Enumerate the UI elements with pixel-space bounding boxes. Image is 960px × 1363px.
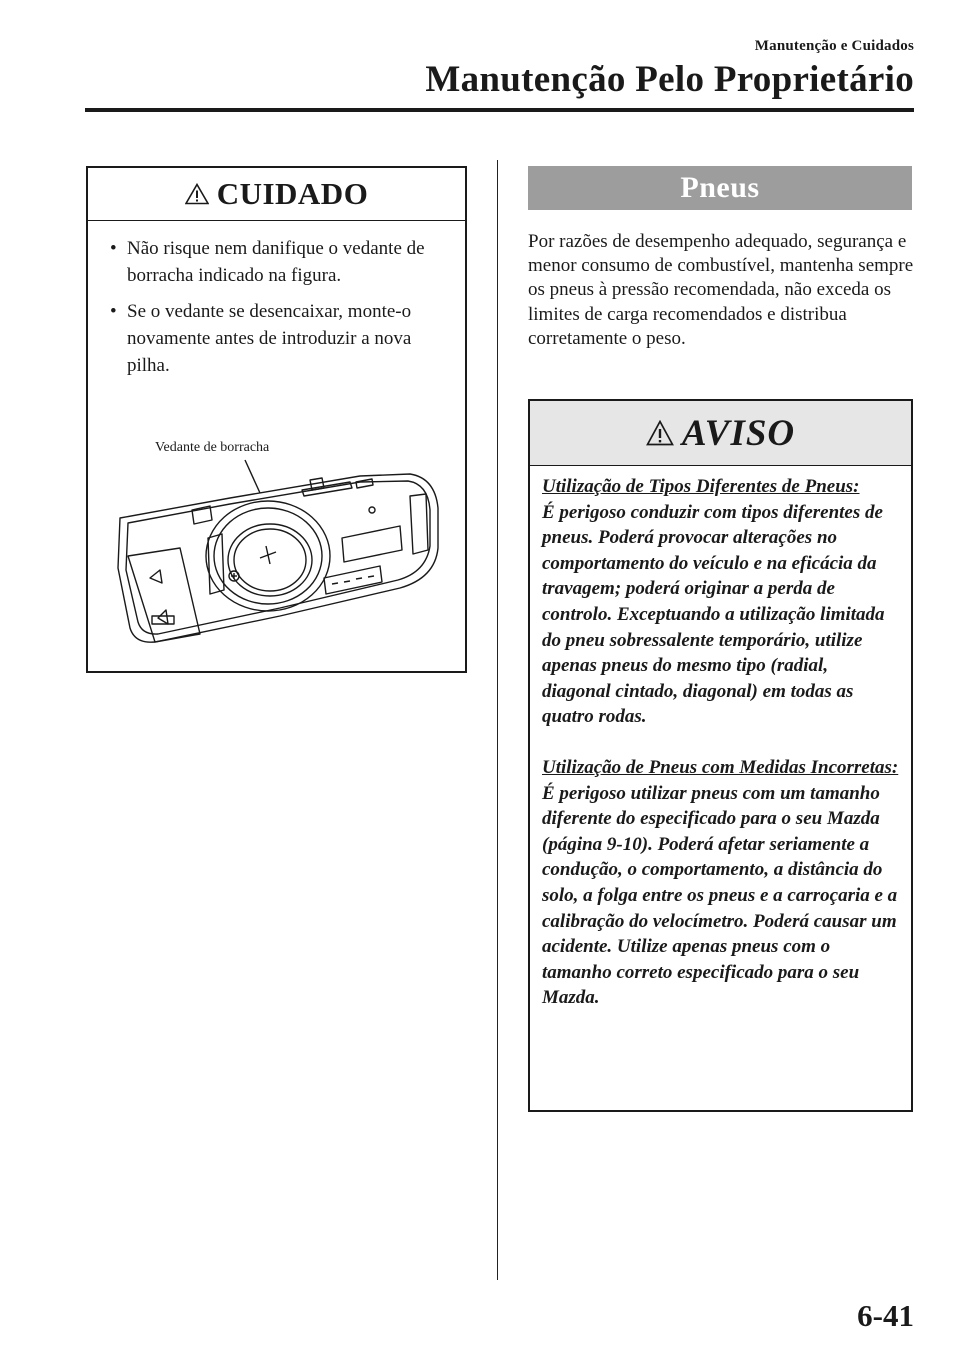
column-divider <box>497 160 498 1280</box>
figure-callout-label: Vedante de borracha <box>155 440 270 455</box>
bullet-text: Não risque nem danifique o vedante de borracha indicado na figura. <box>127 238 425 286</box>
warning-subtitle: Utilização de Pneus com Medidas Incorretas: <box>542 756 899 778</box>
warning-triangle-icon <box>185 183 209 205</box>
key-fob-figure <box>110 438 445 658</box>
caution-list <box>88 221 465 379</box>
caution-header <box>88 168 465 221</box>
warning-triangle-icon <box>646 420 674 446</box>
warning-box <box>528 399 913 1112</box>
chapter-label: Manutenção e Cuidados <box>754 38 914 54</box>
warning-header <box>530 401 911 466</box>
caution-box <box>86 166 467 673</box>
page-number: 6-41 <box>857 1298 914 1333</box>
tires-heading: Pneus <box>528 166 912 210</box>
warning-subtitle: Utilização de Tipos Diferentes de Pneus: <box>542 476 860 497</box>
warning-body <box>530 466 911 1011</box>
bullet-text: Se o vedante se desencaixar, monte-o novamente antes de introduzir a nova pilha. <box>127 301 412 376</box>
warning-text: É perigoso utilizar pneus com um tamanho diferente do especificado para o seu Mazda (página 9-10). Poderá afetar seriamente a condução, o comportamento, a distância do solo, a folga entre os pneus e a carroçaria e a calibração do velocímetro. Poderá causar um acidente. Utilize apenas pneus com o tamanho correto especificado para o seu Mazda. <box>542 782 898 1009</box>
bullet: • <box>110 301 117 322</box>
key-fob-illustration <box>110 438 445 658</box>
list-item <box>110 298 447 379</box>
tires-paragraph: Por razões de desempenho adequado, segurança e menor consumo de combustível, mantenha sempre os pneus à pressão recomendada, não exceda os limites de carga recomendados e distribua corretamente o peso. <box>528 231 914 349</box>
warning-text: É perigoso conduzir com tipos diferentes de pneus. Poderá provocar alterações no comportamento do veículo e na eficácia da travagem; poderá originar a perda de controlo. Exceptuando a utilização limitada do pneu sobressalente temporário, utilize apenas pneus do mesmo tipo (radial, diagonal cintado, diagonal) em todas as quatro rodas. <box>542 501 885 728</box>
header-rule <box>85 108 914 112</box>
bullet: • <box>110 238 117 259</box>
spacer <box>542 730 899 755</box>
warning-title: AVISO <box>681 412 796 454</box>
page-title: Manutenção Pelo Proprietário <box>425 59 914 100</box>
caution-title: CUIDADO <box>216 176 369 211</box>
list-item <box>110 235 447 289</box>
